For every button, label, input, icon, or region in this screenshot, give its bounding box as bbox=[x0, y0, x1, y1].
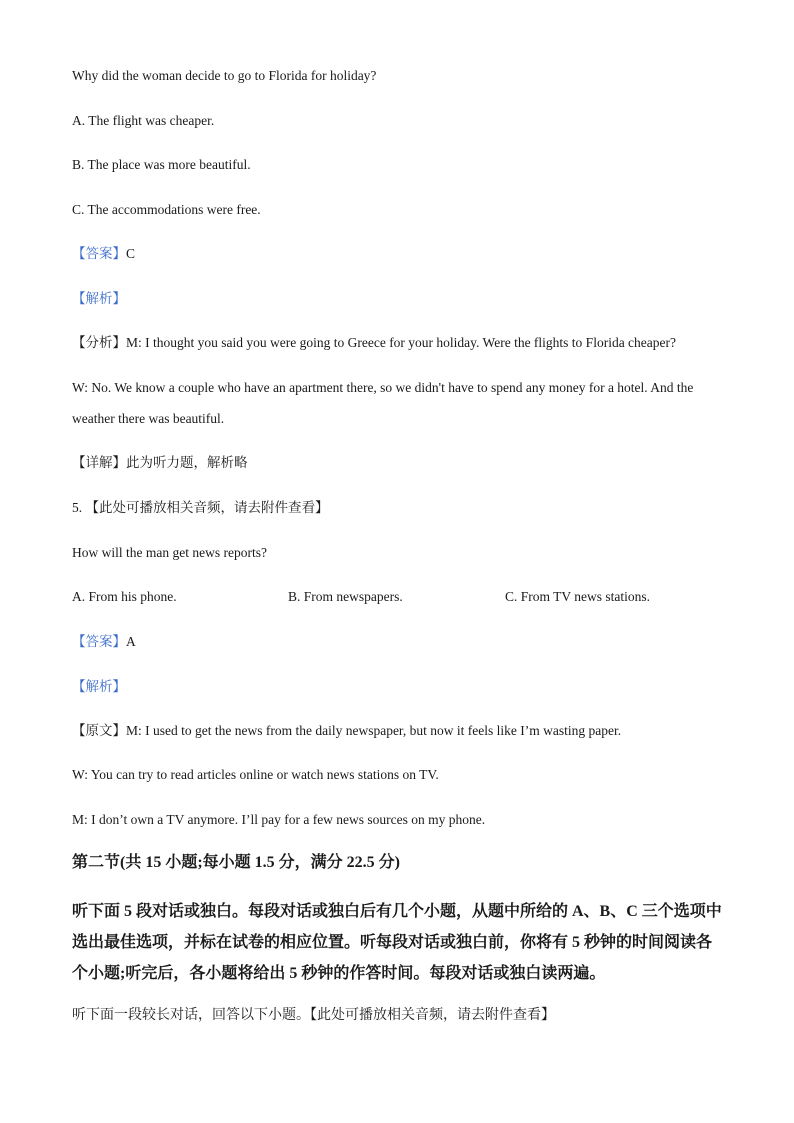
q5-yuanwen-text: M: I used to get the news from the daily newspaper, but now it feels like I’m wasting paper. bbox=[126, 723, 622, 738]
section2-instructions bbox=[72, 896, 732, 989]
q5-answer bbox=[72, 633, 136, 651]
q5-m-line: M: I don’t own a TV anymore. I’ll pay for a few news sources on my phone. bbox=[72, 812, 486, 827]
q5-answer-value: A bbox=[126, 634, 136, 649]
q4-answer bbox=[72, 245, 135, 263]
q5-answer-label: 【答案】 bbox=[72, 634, 126, 649]
q4-detail-label: 【详解】 bbox=[72, 455, 126, 470]
q4-answer-value: C bbox=[126, 246, 136, 261]
q4-option-c: C. The accommodations were free. bbox=[72, 202, 261, 217]
q4-answer-label: 【答案】 bbox=[72, 246, 126, 261]
q5-analysis-label: 【解析】 bbox=[72, 679, 126, 694]
q4-option-a: A. The flight was cheaper. bbox=[72, 113, 215, 128]
q5-question: How will the man get news reports? bbox=[72, 545, 267, 560]
q5-option-c: C. From TV news stations. bbox=[505, 589, 651, 604]
q4-analysis-label: 【解析】 bbox=[72, 291, 126, 306]
q4-option-b: B. The place was more beautiful. bbox=[72, 157, 251, 172]
q4-detail-text: 此为听力题，解析略 bbox=[126, 455, 248, 470]
q5-option-b: B. From newspapers. bbox=[288, 589, 403, 604]
section2-listen-prompt: 听下面一段较长对话，回答以下小题。【此处可播放相关音频，请去附件查看】 bbox=[72, 1008, 555, 1023]
q4-w-line-2: weather there was beautiful. bbox=[72, 411, 225, 426]
q5-yuanwen bbox=[72, 722, 621, 740]
section2-instructions-line-2: 选出最佳选项，并标在试卷的相应位置。听每段对话或独白前，你将有 5 秒钟的时间阅读各 bbox=[72, 934, 713, 951]
q4-question: Why did the woman decide to go to Florida for holiday? bbox=[72, 68, 377, 83]
q4-detail bbox=[72, 454, 248, 472]
q4-fenxi-label: 【分析】 bbox=[72, 335, 126, 350]
section2-title: 第二节(共 15 小题;每小题 1.5 分，满分 22.5 分) bbox=[72, 854, 400, 871]
q4-fenxi-text: M: I thought you said you were going to Greece for your holiday. Were the flights to Florida cheaper? bbox=[126, 335, 677, 350]
q4-fenxi bbox=[72, 334, 676, 352]
q5-header: 5. 【此处可播放相关音频，请去附件查看】 bbox=[72, 500, 329, 515]
q5-option-a: A. From his phone. bbox=[72, 589, 177, 604]
q5-yuanwen-label: 【原文】 bbox=[72, 723, 126, 738]
q4-w-line-1: W: No. We know a couple who have an apartment there, so we didn't have to spend any money for a hotel. And the bbox=[72, 380, 694, 395]
q5-w-line: W: You can try to read articles online or watch news stations on TV. bbox=[72, 767, 439, 782]
section2-instructions-line-3: 个小题;听完后，各小题将给出 5 秒钟的作答时间。每段对话或独白读两遍。 bbox=[72, 965, 606, 982]
section2-instructions-line-1: 听下面 5 段对话或独白。每段对话或独白后有几个小题，从题中所给的 A、B、C 三个选项中 bbox=[72, 903, 722, 920]
